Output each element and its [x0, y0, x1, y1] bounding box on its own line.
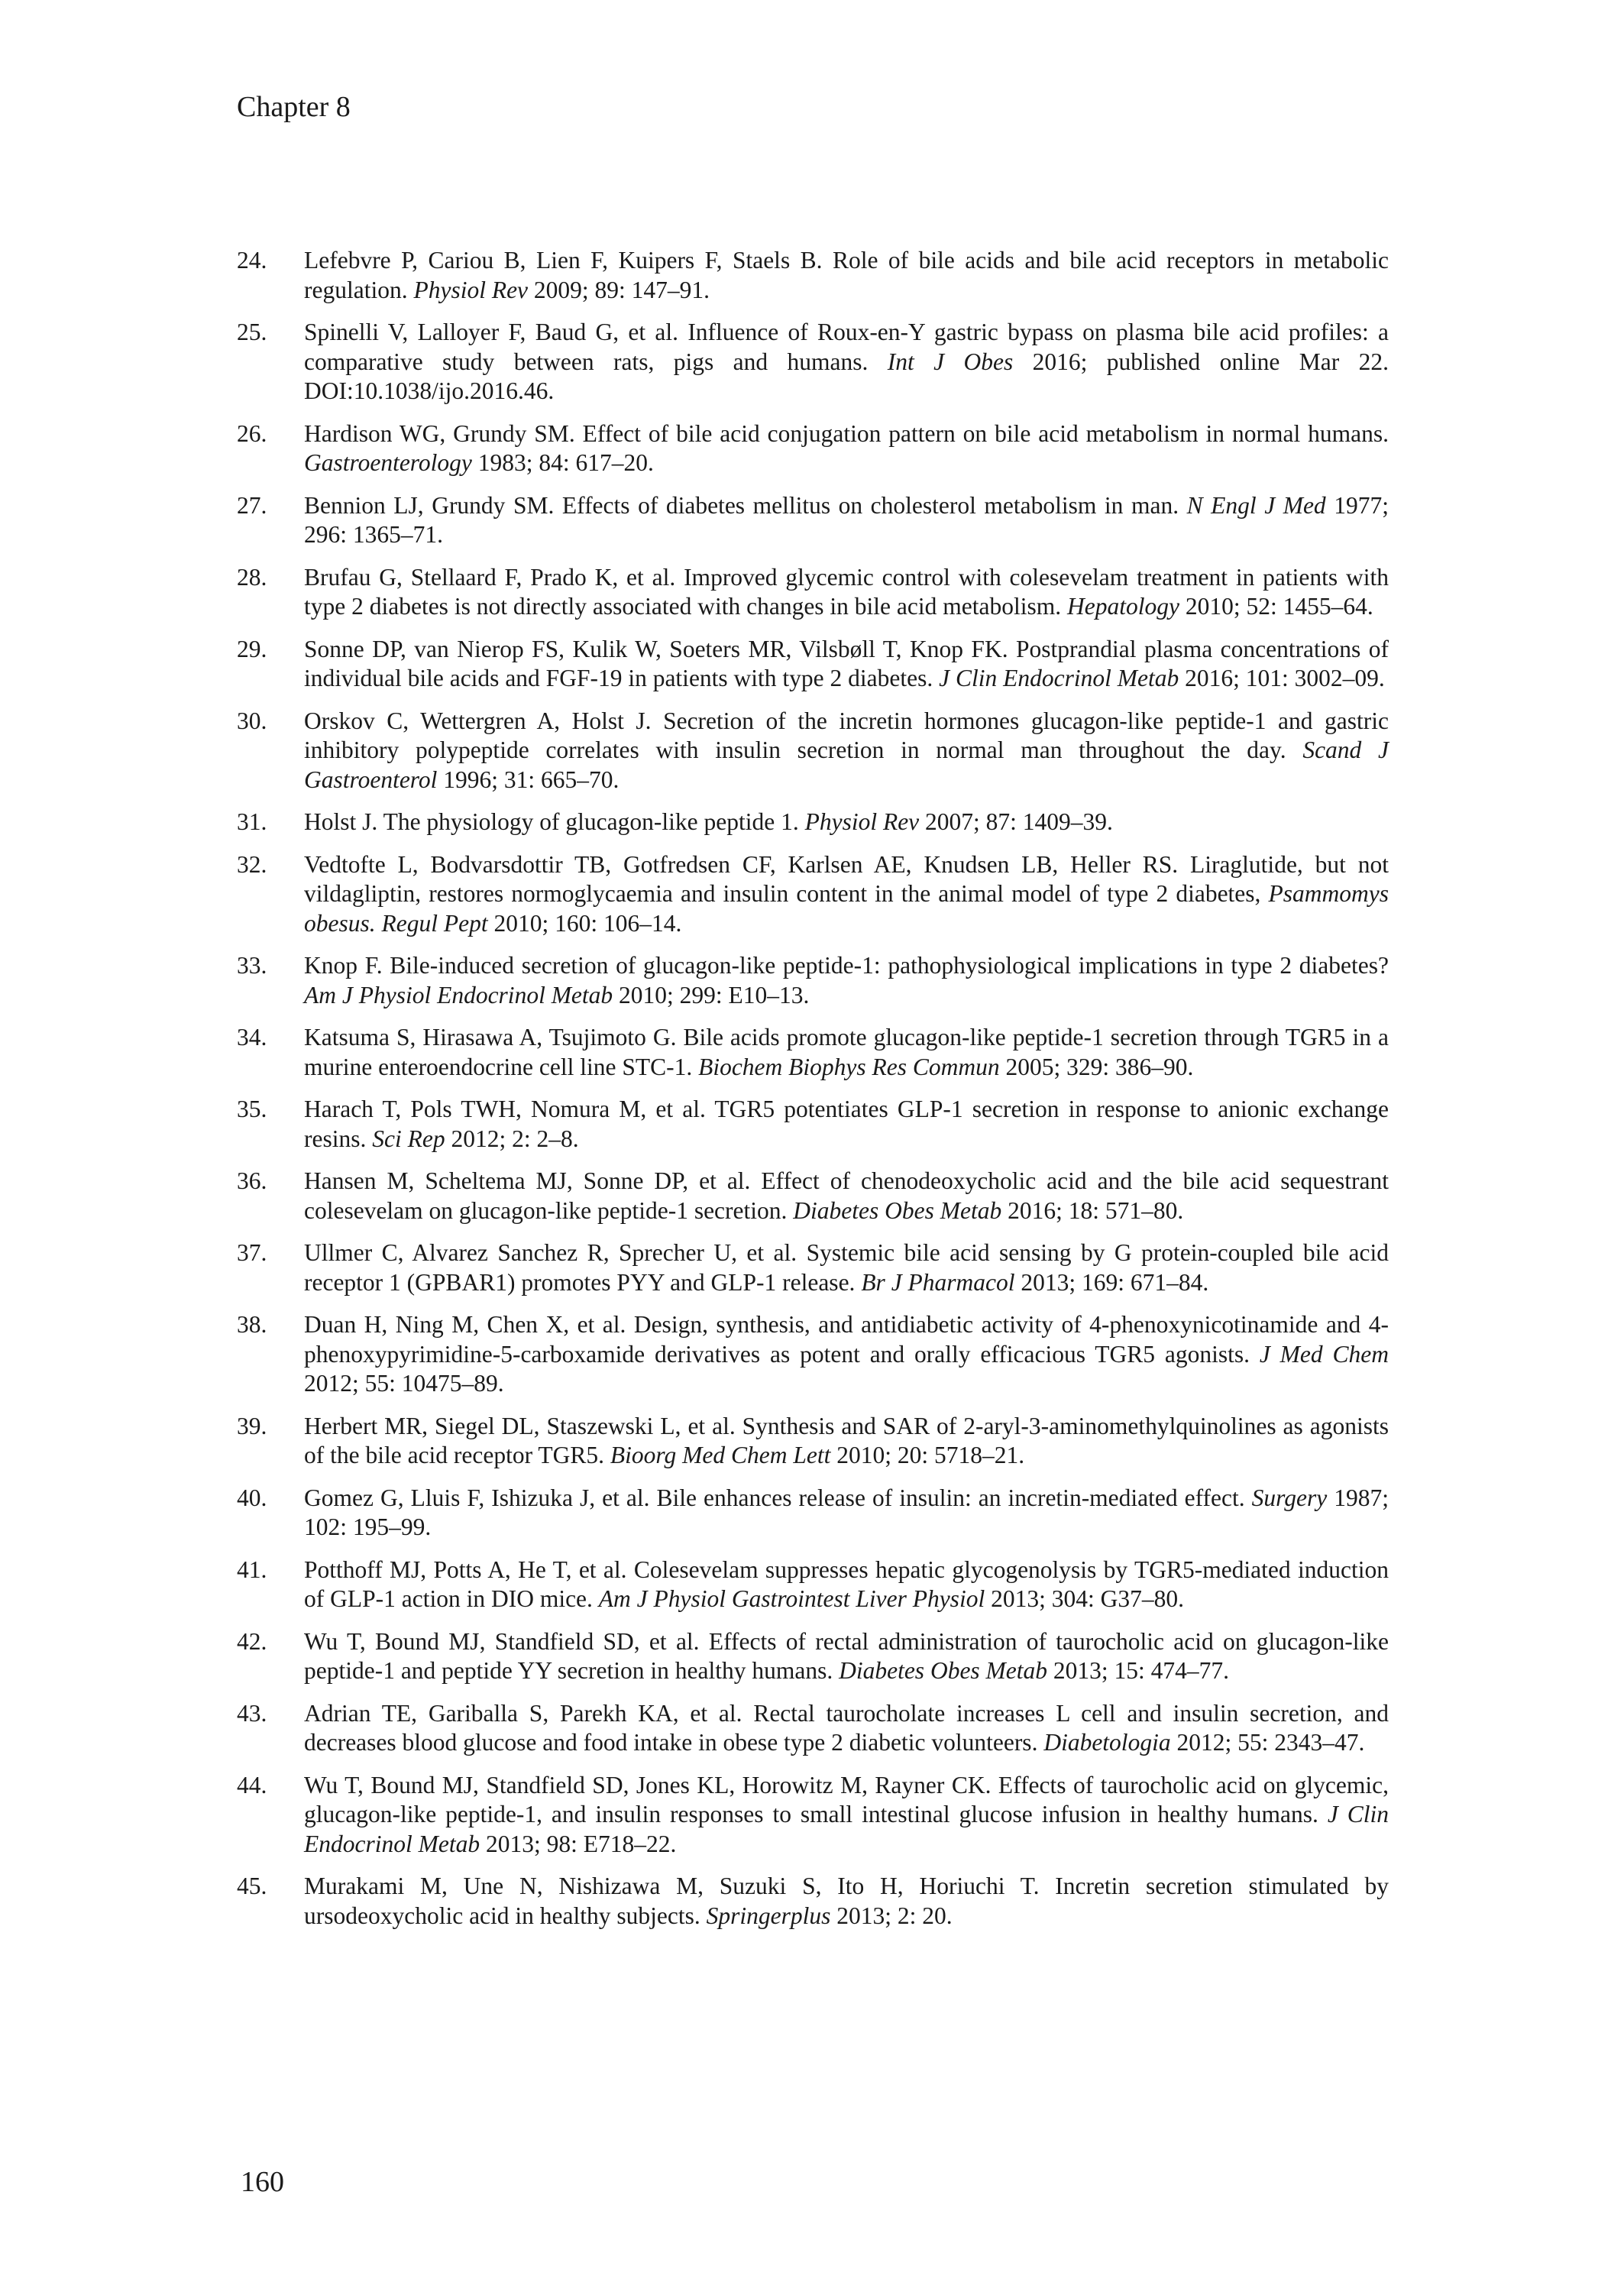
- page-number: 160: [241, 2166, 284, 2198]
- reference-authors-title: Wu T, Bound MJ, Standfield SD, Jones KL, Horowitz M, Rayner CK. Effects of taurocholic acid on glycemic, glucagon-like peptide-1, and insulin responses to small intestinal glucose infusion in healthy humans.: [304, 1771, 1389, 1827]
- reference-citation: 1996; 31: 665–70.: [437, 766, 620, 793]
- reference-text: [304, 635, 1389, 694]
- reference-item: [237, 1627, 1389, 1686]
- reference-number: 30.: [237, 707, 267, 734]
- reference-item: [237, 707, 1389, 795]
- reference-authors-title: Potthoff MJ, Potts A, He T, et al. Colesevelam suppresses hepatic glycogenolysis by TGR5-mediated induction of GLP-1 action in DIO mice.: [304, 1556, 1389, 1612]
- reference-authors-title: Vedtofte L, Bodvarsdottir TB, Gotfredsen CF, Karlsen AE, Knudsen LB, Heller RS. Liraglutide, but not vildagliptin, restores normoglycaemia and insulin content in the animal model of type 2 diabetes,: [304, 850, 1389, 907]
- reference-journal: Am J Physiol Gastrointest Liver Physiol: [598, 1585, 985, 1612]
- reference-journal: Scand J Gastroenterol: [304, 736, 1389, 793]
- reference-journal: Springerplus: [706, 1902, 831, 1929]
- reference-authors-title: Bennion LJ, Grundy SM. Effects of diabetes mellitus on cholesterol metabolism in man.: [304, 491, 1187, 519]
- reference-item: [237, 951, 1389, 1010]
- reference-text: [304, 1412, 1389, 1471]
- reference-journal: J Clin Endocrinol Metab: [304, 1801, 1389, 1857]
- reference-item: [237, 1484, 1389, 1543]
- reference-text: [304, 1484, 1389, 1543]
- reference-journal: Biochem Biophys Res Commun: [698, 1053, 1000, 1080]
- reference-number: 31.: [237, 808, 267, 835]
- reference-citation: 2016; published online Mar 22. DOI:10.1038/ijo.2016.46.: [304, 348, 1389, 404]
- reference-journal: Sci Rep: [372, 1125, 445, 1152]
- reference-text: [304, 1310, 1389, 1399]
- reference-authors-title: Wu T, Bound MJ, Standfield SD, et al. Effects of rectal administration of taurocholic acid on glucagon-like peptide-1 and peptide YY secretion in healthy humans.: [304, 1627, 1389, 1684]
- reference-citation: 2010; 20: 5718–21.: [830, 1442, 1025, 1468]
- reference-text: [304, 850, 1389, 939]
- reference-number: 40.: [237, 1484, 267, 1511]
- reference-journal: Int J Obes: [887, 348, 1014, 375]
- reference-citation: 2012; 55: 2343–47.: [1170, 1729, 1365, 1756]
- reference-authors-title: Katsuma S, Hirasawa A, Tsujimoto G. Bile acids promote glucagon-like peptide-1 secretion through TGR5 in a murine enteroendocrine cell line STC-1.: [304, 1024, 1389, 1080]
- reference-item: [237, 318, 1389, 406]
- chapter-header: Chapter 8: [237, 91, 351, 123]
- reference-item: [237, 1095, 1389, 1154]
- reference-number: 42.: [237, 1627, 267, 1655]
- reference-number: 33.: [237, 952, 267, 979]
- reference-text: [304, 419, 1389, 478]
- reference-journal: N Engl J Med: [1186, 491, 1326, 519]
- reference-text: [304, 707, 1389, 795]
- reference-citation: 2013; 304: G37–80.: [985, 1585, 1184, 1612]
- reference-number: 36.: [237, 1167, 267, 1194]
- reference-authors-title: Murakami M, Une N, Nishizawa M, Suzuki S, Ito H, Horiuchi T. Incretin secretion stimulated by ursodeoxycholic acid in healthy subjects.: [304, 1873, 1389, 1929]
- reference-citation: 2007; 87: 1409–39.: [919, 808, 1113, 835]
- reference-item: [237, 246, 1389, 305]
- reference-item: [237, 1167, 1389, 1225]
- reference-number: 29.: [237, 635, 267, 662]
- reference-text: [304, 1023, 1389, 1082]
- reference-text: [304, 1872, 1389, 1931]
- reference-citation: 2013; 2: 20.: [830, 1902, 953, 1929]
- reference-item: [237, 1310, 1389, 1399]
- reference-item: [237, 1412, 1389, 1471]
- reference-authors-title: Holst J. The physiology of glucagon-like peptide 1.: [304, 808, 805, 835]
- reference-authors-title: Gomez G, Lluis F, Ishizuka J, et al. Bile enhances release of insulin: an incretin-mediated effect.: [304, 1484, 1252, 1511]
- reference-item: [237, 1556, 1389, 1614]
- reference-item: [237, 491, 1389, 550]
- reference-citation: 1987; 102: 195–99.: [304, 1484, 1389, 1540]
- reference-number: 27.: [237, 491, 267, 519]
- reference-authors-title: Adrian TE, Gariballa S, Parekh KA, et al. Rectal taurocholate increases L cell and insulin secretion, and decreases blood glucose and food intake in obese type 2 diabetic volunteers.: [304, 1699, 1389, 1756]
- reference-authors-title: Orskov C, Wettergren A, Holst J. Secretion of the incretin hormones glucagon-like peptide-1 and gastric inhibitory polypeptide correlates with insulin secretion in normal man throughout the day.: [304, 707, 1389, 763]
- reference-citation: 2012; 2: 2–8.: [445, 1125, 579, 1152]
- reference-journal: J Med Chem: [1259, 1340, 1389, 1368]
- reference-text: [304, 318, 1389, 406]
- reference-text: [304, 808, 1389, 837]
- reference-journal: Physiol Rev: [413, 276, 529, 303]
- reference-citation: 2016; 18: 571–80.: [1001, 1196, 1184, 1224]
- reference-number: 38.: [237, 1311, 267, 1338]
- reference-number: 34.: [237, 1024, 267, 1050]
- reference-journal: Bioorg Med Chem Lett: [610, 1442, 831, 1468]
- reference-journal: Am J Physiol Endocrinol Metab: [304, 981, 613, 1008]
- reference-text: [304, 1627, 1389, 1686]
- reference-item: [237, 1238, 1389, 1297]
- reference-journal: Diabetes Obes Metab: [793, 1196, 1002, 1224]
- reference-authors-title: Knop F. Bile-induced secretion of glucagon-like peptide-1: pathophysiological implications in type 2 diabetes?: [304, 952, 1389, 979]
- reference-journal: Br J Pharmacol: [861, 1268, 1015, 1296]
- reference-citation: 1977; 296: 1365–71.: [304, 491, 1389, 548]
- reference-text: [304, 1556, 1389, 1614]
- reference-authors-title: Sonne DP, van Nierop FS, Kulik W, Soeters MR, Vilsbøll T, Knop FK. Postprandial plasma concentrations of individual bile acids and FGF-19 in patients with type 2 diabetes.: [304, 635, 1389, 691]
- reference-authors-title: Duan H, Ning M, Chen X, et al. Design, synthesis, and antidiabetic activity of 4-phenoxynicotinamide and 4-phenoxypyrimidine-5-carboxamide derivatives as potent and orally efficacious TGR5 agonists.: [304, 1311, 1389, 1368]
- reference-authors-title: Spinelli V, Lalloyer F, Baud G, et al. Influence of Roux-en-Y gastric bypass on plasma bile acid profiles: a comparative study between rats, pigs and humans.: [304, 319, 1389, 375]
- reference-journal: Hepatology: [1067, 593, 1179, 620]
- reference-item: [237, 808, 1389, 837]
- reference-journal: Surgery: [1251, 1484, 1328, 1511]
- reference-authors-title: Herbert MR, Siegel DL, Staszewski L, et al. Synthesis and SAR of 2-aryl-3-aminomethylquinolines as agonists of the bile acid receptor TGR5.: [304, 1412, 1389, 1468]
- reference-item: [237, 850, 1389, 939]
- reference-text: [304, 491, 1389, 550]
- reference-citation: 2013; 169: 671–84.: [1014, 1268, 1209, 1296]
- reference-number: 45.: [237, 1873, 267, 1899]
- reference-citation: 2012; 55: 10475–89.: [304, 1370, 504, 1397]
- reference-authors-title: Ullmer C, Alvarez Sanchez R, Sprecher U, et al. Systemic bile acid sensing by G protein-coupled bile acid receptor 1 (GPBAR1) promotes PYY and GLP-1 release.: [304, 1239, 1389, 1296]
- reference-authors-title: Harach T, Pols TWH, Nomura M, et al. TGR5 potentiates GLP-1 secretion in response to anionic exchange resins.: [304, 1096, 1389, 1152]
- reference-number: 41.: [237, 1556, 267, 1583]
- reference-authors-title: Hansen M, Scheltema MJ, Sonne DP, et al. Effect of chenodeoxycholic acid and the bile acid sequestrant colesevelam on glucagon-like peptide-1 secretion.: [304, 1167, 1389, 1224]
- reference-text: [304, 246, 1389, 305]
- reference-journal: Psammomys obesus. Regul Pept: [304, 880, 1389, 937]
- reference-citation: 2010; 52: 1455–64.: [1179, 593, 1373, 620]
- reference-citation: 2010; 160: 106–14.: [487, 909, 682, 937]
- reference-item: [237, 1771, 1389, 1860]
- reference-journal: Diabetes Obes Metab: [839, 1657, 1048, 1684]
- reference-item: [237, 1872, 1389, 1931]
- reference-number: 43.: [237, 1699, 267, 1727]
- reference-text: [304, 563, 1389, 622]
- reference-text: [304, 1238, 1389, 1297]
- reference-item: [237, 635, 1389, 694]
- reference-number: 26.: [237, 419, 267, 447]
- reference-journal: Diabetologia: [1043, 1729, 1171, 1756]
- reference-citation: 1983; 84: 617–20.: [471, 449, 654, 476]
- reference-item: [237, 419, 1389, 478]
- reference-item: [237, 1699, 1389, 1758]
- reference-citation: 2013; 98: E718–22.: [480, 1830, 677, 1857]
- reference-authors-title: Lefebvre P, Cariou B, Lien F, Kuipers F, Staels B. Role of bile acids and bile acid receptors in metabolic regulation.: [304, 247, 1389, 303]
- reference-citation: 2009; 89: 147–91.: [528, 276, 710, 303]
- reference-text: [304, 1095, 1389, 1154]
- reference-citation: 2016; 101: 3002–09.: [1179, 665, 1385, 691]
- reference-item: [237, 1023, 1389, 1082]
- reference-citation: 2005; 329: 386–90.: [999, 1053, 1194, 1080]
- reference-text: [304, 1699, 1389, 1758]
- reference-number: 24.: [237, 247, 267, 274]
- reference-number: 32.: [237, 850, 267, 878]
- reference-number: 25.: [237, 319, 267, 345]
- reference-journal: Gastroenterology: [304, 449, 472, 476]
- reference-text: [304, 1167, 1389, 1225]
- reference-journal: Physiol Rev: [804, 808, 920, 835]
- reference-number: 37.: [237, 1239, 267, 1266]
- reference-citation: 2010; 299: E10–13.: [613, 981, 810, 1008]
- reference-list: [237, 246, 1389, 1944]
- reference-text: [304, 1771, 1389, 1860]
- reference-citation: 2013; 15: 474–77.: [1047, 1657, 1230, 1684]
- reference-number: 28.: [237, 563, 267, 591]
- reference-number: 44.: [237, 1771, 267, 1798]
- reference-authors-title: Hardison WG, Grundy SM. Effect of bile acid conjugation pattern on bile acid metabolism in normal humans.: [304, 419, 1389, 447]
- reference-number: 35.: [237, 1096, 267, 1122]
- reference-number: 39.: [237, 1412, 267, 1439]
- reference-item: [237, 563, 1389, 622]
- reference-text: [304, 951, 1389, 1010]
- reference-authors-title: Brufau G, Stellaard F, Prado K, et al. Improved glycemic control with colesevelam treatment in patients with type 2 diabetes is not directly associated with changes in bile acid metabolism.: [304, 563, 1389, 620]
- reference-journal: J Clin Endocrinol Metab: [939, 665, 1179, 691]
